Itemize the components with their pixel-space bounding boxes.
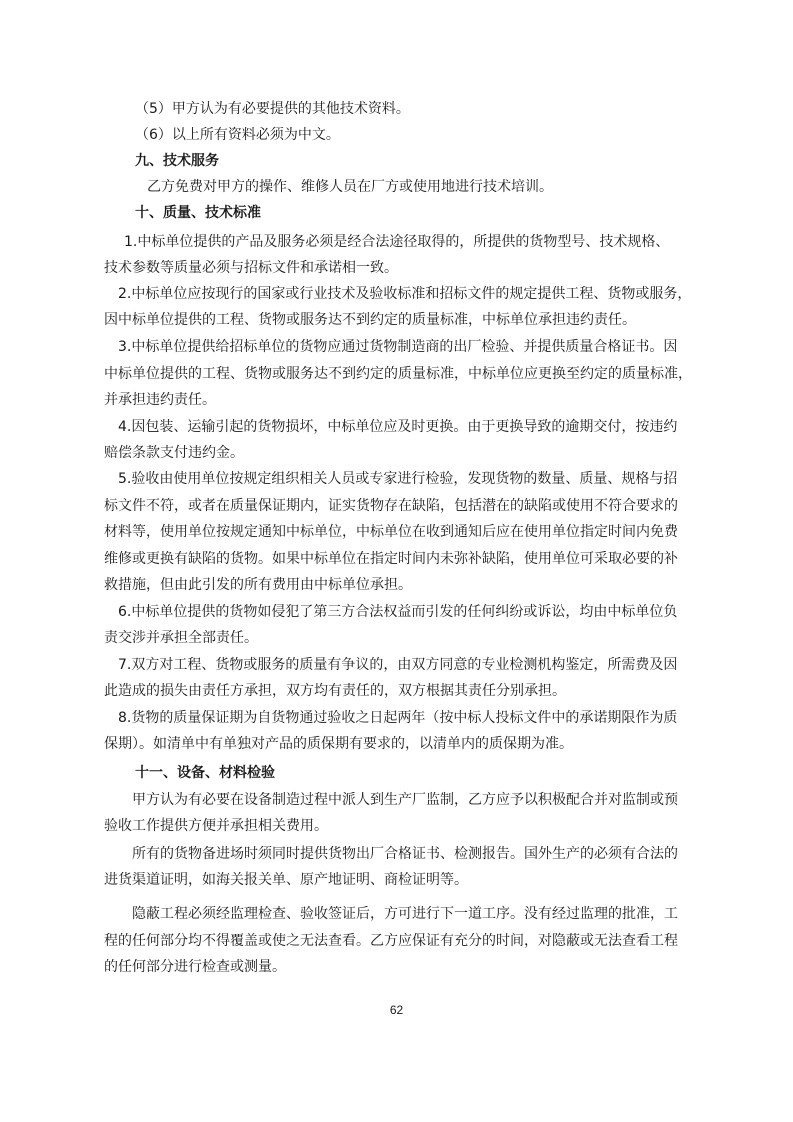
text-line: 救措施，但由此引发的所有费用由中标单位承担。 (104, 577, 412, 593)
text-line: 乙方免费对甲方的操作、维修人员在厂方或使用地进行技术培训。 (147, 179, 553, 195)
text-line: （6）以上所有资料必须为中文。 (135, 127, 340, 143)
text-line: 进货渠道证明，如海关报关单、原产地证明、商检证明等。 (104, 872, 468, 888)
text-line: 6.中标单位提供的货物如侵犯了第三方合法权益而引发的任何纠纷或诉讼，均由中标单位负 (118, 604, 678, 620)
text-line: 材料等，使用单位按规定通知中标单位，中标单位在收到通知后应在使用单位指定时间内免费 (104, 524, 678, 540)
text-line: 验收工作提供方便并承担相关费用。 (104, 818, 328, 834)
text-line: 并承担违约责任。 (104, 392, 216, 408)
text-line: 1.中标单位提供的产品及服务必须是经合法途径取得的，所提供的货物型号、技术规格、 (124, 234, 670, 250)
text-line: 程的任何部分均不得覆盖或使之无法查看。乙方应保证有充分的时间，对隐蔽或无法查看工程 (104, 933, 678, 949)
text-line: （5）甲方认为有必要提供的其他技术资料。 (135, 101, 410, 117)
text-line: 中标单位提供的工程、货物或服务达不到约定的质量标准，中标单位应更换至约定的质量标准， (104, 366, 692, 382)
text-line: 的任何部分进行检查或测量。 (104, 959, 286, 975)
section-heading: 九、技术服务 (135, 153, 219, 169)
text-line: 所有的货物备进场时须同时提供货物出厂合格证书、检测报告。国外生产的必须有合法的 (132, 846, 678, 862)
text-line: 5.验收由使用单位按规定组织相关人员或专家进行检验，发现货物的数量、质量、规格与招 (118, 471, 678, 487)
text-line: 2.中标单位应按现行的国家或行业技术及验收标准和招标文件的规定提供工程、货物或服务， (118, 286, 692, 302)
section-heading: 十、质量、技术标准 (135, 205, 261, 221)
text-line: 标文件不符，或者在质量保证期内，证实货物存在缺陷，包括潜在的缺陷或使用不符合要求的 (104, 498, 678, 514)
text-line: 赔偿条款支付违约金。 (104, 445, 244, 461)
text-line: 因中标单位提供的工程、货物或服务达不到约定的质量标准，中标单位承担违约责任。 (104, 312, 636, 328)
text-line: 技术参数等质量必须与招标文件和承诺相一致。 (104, 260, 398, 276)
text-line: 4.因包装、运输引起的货物损坏，中标单位应及时更换。由于更换导致的逾期交付，按违约 (118, 419, 678, 435)
text-line: 甲方认为有必要在设备制造过程中派人到生产厂监制，乙方应予以积极配合并对监制或预 (132, 792, 678, 808)
text-line: 隐蔽工程必须经监理检查、验收签证后，方可进行下一道工序。没有经过监理的批准，工 (132, 906, 678, 922)
text-line: 责交涉并承担全部责任。 (104, 630, 258, 646)
text-line: 保期）。如清单中有单独对产品的质保期有要求的，以清单内的质保期为准。 (104, 736, 573, 752)
text-line: 此造成的损失由责任方承担，双方均有责任的，双方根据其责任分别承担。 (104, 683, 566, 699)
text-line: 8.货物的质量保证期为自货物通过验收之日起两年（按中标人投标文件中的承诺期限作为质 (118, 710, 678, 726)
text-line: 3.中标单位提供给招标单位的货物应通过货物制造商的出厂检验、并提供质量合格证书。因 (118, 339, 678, 355)
page-number: 62 (389, 1003, 404, 1017)
text-line: 7.双方对工程、货物或服务的质量有争议的，由双方同意的专业检测机构鉴定，所需费及因 (118, 657, 678, 673)
text-line: 维修或更换有缺陷的货物。如果中标单位在指定时间内未弥补缺陷，使用单位可采取必要的补 (104, 551, 678, 567)
section-heading: 十一、设备、材料检验 (135, 765, 275, 781)
